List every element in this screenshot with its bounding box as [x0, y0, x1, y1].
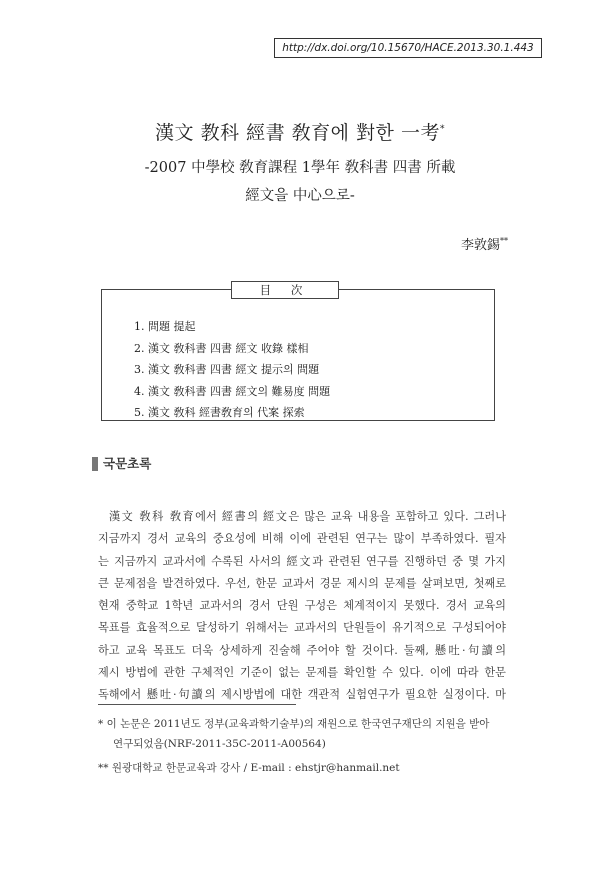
- paper-subtitle-line1: -2007 中學校 敎育課程 1學年 敎科書 四書 所載: [144, 160, 456, 176]
- toc-item[interactable]: 2. 漢文 敎科書 四書 經文 收錄 樣相: [134, 341, 309, 355]
- author-name: 李敦錫: [460, 238, 500, 253]
- abstract-line: 제시 방법에 관한 구체적인 기준이 없는 문제를 확인할 수 있다. 이에 따라 한문: [98, 666, 506, 680]
- title-footnote-mark[interactable]: *: [439, 124, 445, 135]
- toc-item[interactable]: 3. 漢文 敎科書 四書 經文 提示의 問題: [134, 363, 320, 376]
- toc-item[interactable]: 4. 漢文 敎科書 四書 經文의 難易度 問題: [134, 384, 331, 398]
- footnote-2: ** 원광대학교 한문교육과 강사 / E-mail : ehstjr@hanmail.net: [98, 762, 400, 774]
- abstract-line: 漢文 敎科 敎育에서 經書의 經文은 많은 교육 내용을 포함하고 있다. 그러나: [109, 510, 506, 523]
- footnote-1-line1: * 이 논문은 2011년도 정부(교육과학기술부)의 재원으로 한국연구재단의 지원을 받아: [98, 718, 490, 730]
- abstract-line: 독해에서 懸吐·句讀의 제시방법에 대한 객관적 실험연구가 필요한 실정이다. 마: [98, 688, 506, 702]
- doi-box[interactable]: http://dx.doi.org/10.15670/HACE.2013.30.1.443: [274, 38, 542, 58]
- abstract-heading-text: 국문초록: [103, 456, 152, 471]
- paper-subtitle-line2: 經文을 中心으로-: [245, 188, 355, 204]
- abstract-line: 는 지금까지 교과서에 수록된 사서의 經文과 관련된 연구를 진행하던 중 몇 가지: [98, 554, 506, 568]
- toc-heading: 目 次: [231, 281, 339, 299]
- footnote-1-line2: 연구되었음(NRF-2011-35C-2011-A00564): [113, 738, 326, 750]
- abstract-line: 지금까지 경서 교육의 중요성에 비해 이에 관련된 연구는 많이 부족하였다. 필자: [98, 532, 506, 546]
- paper-title: [0, 118, 600, 145]
- abstract-heading: [92, 456, 151, 472]
- footnote-divider: [98, 704, 296, 705]
- abstract-line: 현재 중학교 1학년 교과서의 경서 단원 구성은 체계적이지 못했다. 경서 교육의: [98, 599, 506, 613]
- toc-list: [134, 316, 330, 424]
- author-footnote-mark[interactable]: **: [500, 236, 508, 246]
- heading-bar-icon: [92, 457, 98, 471]
- abstract-line: 큰 문제점을 발견하였다. 우선, 한문 교과서 경문 제시의 문제를 살펴보면, 첫째로: [98, 576, 506, 590]
- abstract-line: 목표를 효율적으로 달성하기 위해서는 교과서의 단원들이 유기적으로 구성되어야: [98, 621, 506, 635]
- abstract-line: 하고 교육 목표도 더욱 상세하게 진술해 주어야 할 것이다. 둘째, 懸吐·句讀의: [98, 643, 506, 657]
- author: [461, 234, 508, 253]
- toc-item[interactable]: 1. 問題 提起: [134, 320, 196, 333]
- abstract-body: [98, 506, 506, 707]
- toc-item[interactable]: 5. 漢文 敎科 經書敎育의 代案 探索: [134, 406, 305, 419]
- paper-title-text: 漢文 教科 經書 敎育에 對한 一考: [155, 122, 440, 144]
